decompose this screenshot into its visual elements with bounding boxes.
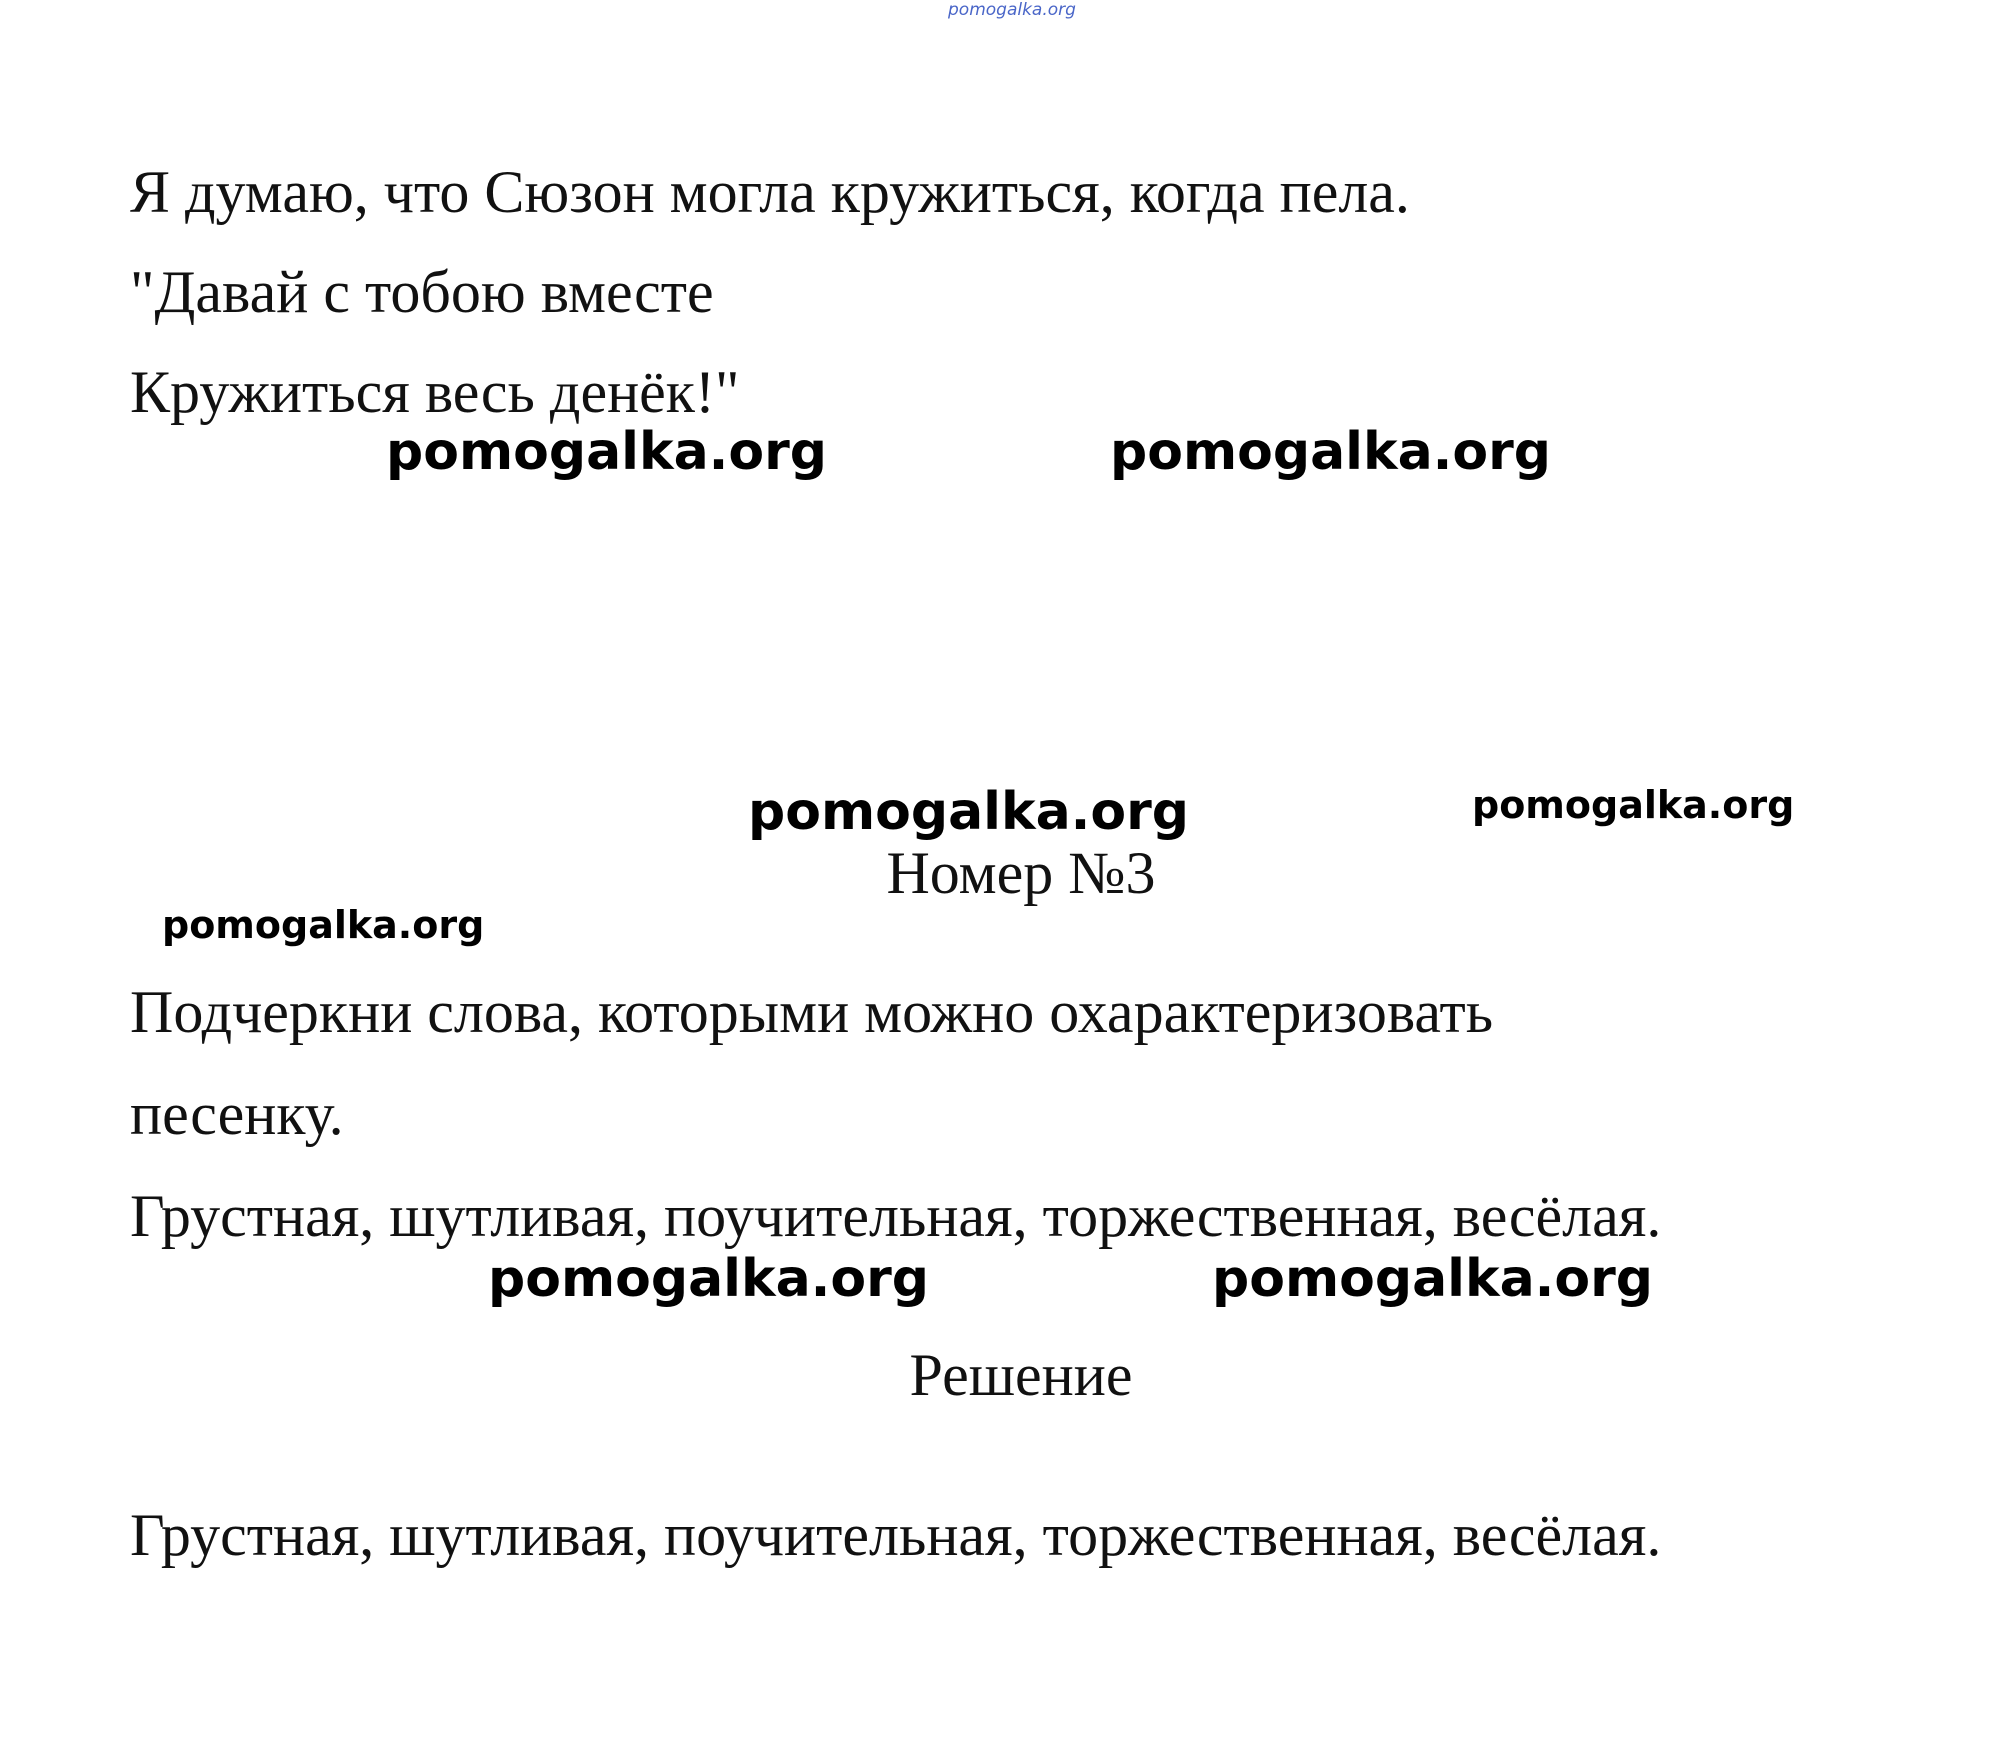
solution-title: Решение	[909, 1342, 1133, 1408]
watermark-row4-left: pomogalka.org	[488, 1249, 930, 1309]
paragraph-line-1: Я думаю, что Сюзон могла кружиться, когда пела.	[130, 159, 1410, 225]
watermark-row1-left: pomogalka.org	[386, 422, 828, 482]
task-options: Грустная, шутливая, поучительная, торжественная, весёлая.	[130, 1183, 1662, 1249]
watermark-row2-right: pomogalka.org	[1472, 783, 1795, 827]
watermark-row4-right: pomogalka.org	[1212, 1249, 1654, 1309]
watermark-row1-right: pomogalka.org	[1110, 422, 1552, 482]
watermark-row2-center: pomogalka.org	[748, 782, 1190, 842]
header-watermark: pomogalka.org	[948, 0, 1076, 20]
instruction-line-2: песенку.	[130, 1081, 344, 1147]
task-number-title: Номер №3	[886, 840, 1156, 906]
solution-answer: Грустная, шутливая, поучительная, торжественная, весёлая.	[130, 1502, 1662, 1568]
paragraph-line-2: "Давай с тобою вместе	[130, 259, 714, 325]
paragraph-line-3: Кружиться весь денёк!"	[130, 359, 740, 425]
watermark-row3-left: pomogalka.org	[162, 903, 485, 947]
instruction-line-1: Подчеркни слова, которыми можно охарактеризовать	[130, 979, 1494, 1045]
